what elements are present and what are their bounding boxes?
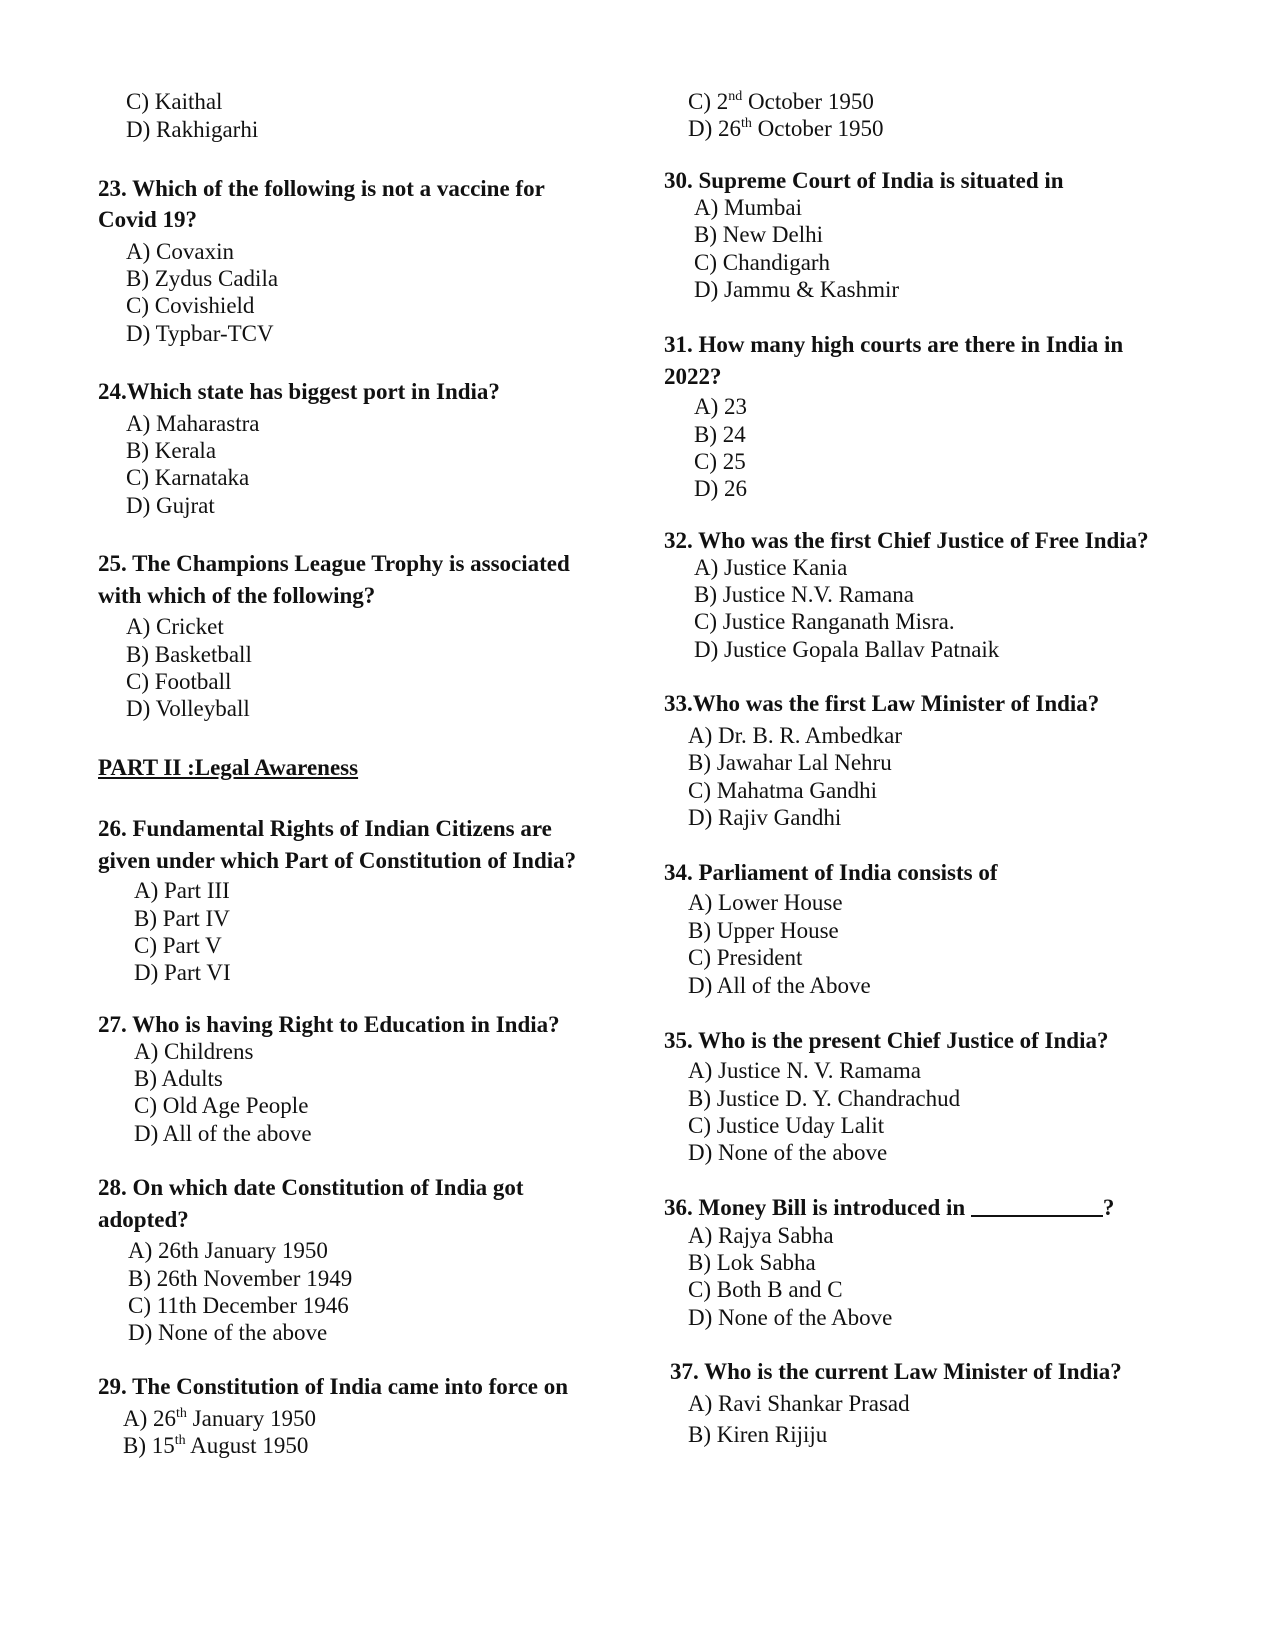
q34-option-a: A) Lower House	[688, 890, 843, 915]
q23-option-d: D) Typbar-TCV	[126, 321, 274, 346]
q31-option-d: D) 26	[694, 476, 748, 501]
q24-text: 24.Which state has biggest port in India?	[98, 379, 500, 404]
q24-option-c: C) Karnataka	[126, 465, 250, 490]
q34-option-b: B) Upper House	[688, 918, 839, 943]
q34-text: 34. Parliament of India consists of	[664, 860, 998, 885]
q26-option-a: A) Part III	[134, 878, 230, 903]
q22-option-c: C) Kaithal	[126, 89, 223, 114]
q29-option-b-sup: th	[174, 1433, 186, 1448]
q31-option-b: B) 24	[694, 422, 746, 447]
q24-option-a: A) Maharastra	[126, 411, 260, 436]
q26-text-line2: given under which Part of Constitution of India?	[98, 848, 577, 873]
q33-text: 33.Who was the first Law Minister of India?	[664, 691, 1100, 716]
q29-option-c-prefix: C) 2	[688, 89, 729, 114]
q23-option-a: A) Covaxin	[126, 239, 234, 264]
section-heading: PART II :Legal Awareness	[98, 755, 359, 780]
q27-text: 27. Who is having Right to Education in India?	[98, 1012, 560, 1037]
q29-option-a	[123, 1405, 316, 1433]
answer-blank	[971, 1195, 1103, 1217]
q27-option-b: B) Adults	[134, 1066, 223, 1091]
q26-option-c: C) Part V	[134, 933, 222, 958]
q25-option-b: B) Basketball	[126, 642, 252, 667]
q36-option-c: C) Both B and C	[688, 1277, 843, 1302]
q35-option-c: C) Justice Uday Lalit	[688, 1113, 885, 1138]
q37-option-b: B) Kiren Rijiju	[688, 1422, 828, 1447]
q35-text: 35. Who is the present Chief Justice of India?	[664, 1028, 1109, 1053]
q25-option-d: D) Volleyball	[126, 696, 250, 721]
q34-option-c: C) President	[688, 945, 803, 970]
q22-option-d: D) Rakhigarhi	[126, 117, 259, 142]
q29-option-b	[123, 1432, 308, 1460]
q28-option-d: D) None of the above	[128, 1320, 328, 1345]
q33-option-b: B) Jawahar Lal Nehru	[688, 750, 892, 775]
q30-option-d: D) Jammu & Kashmir	[694, 277, 900, 302]
q25-text-line1: 25. The Champions League Trophy is associated	[98, 551, 570, 576]
q30-option-a: A) Mumbai	[694, 195, 802, 220]
q35-option-d: D) None of the above	[688, 1140, 888, 1165]
q29-option-c	[688, 88, 874, 116]
q23-text-line2: Covid 19?	[98, 207, 198, 232]
q26-option-d: D) Part VI	[134, 960, 231, 985]
q29-option-d-prefix: D) 26	[688, 116, 742, 141]
q34-option-d: D) All of the Above	[688, 973, 871, 998]
q29-option-d-suffix: October 1950	[751, 116, 884, 141]
q31-text-line1: 31. How many high courts are there in India in	[664, 332, 1124, 357]
q24-option-b: B) Kerala	[126, 438, 217, 463]
q29-option-b-prefix: B) 15	[123, 1433, 175, 1458]
q32-text: 32. Who was the first Chief Justice of Free India?	[664, 528, 1149, 553]
q29-option-c-suffix: October 1950	[742, 89, 874, 114]
q28-text-line1: 28. On which date Constitution of India got	[98, 1175, 524, 1200]
q29-option-c-sup: nd	[728, 89, 743, 104]
q29-option-b-suffix: August 1950	[185, 1433, 309, 1458]
q28-option-b: B) 26th November 1949	[128, 1266, 353, 1291]
q33-option-c: C) Mahatma Gandhi	[688, 778, 878, 803]
q26-text-line1: 26. Fundamental Rights of Indian Citizens are	[98, 816, 552, 841]
q33-option-d: D) Rajiv Gandhi	[688, 805, 842, 830]
q36-option-d: D) None of the Above	[688, 1305, 893, 1330]
q37-text: 37. Who is the current Law Minister of India?	[670, 1359, 1122, 1384]
q31-option-a: A) 23	[694, 394, 748, 419]
q24-option-d: D) Gujrat	[126, 493, 215, 518]
q32-option-d: D) Justice Gopala Ballav Patnaik	[694, 637, 1000, 662]
q29-option-d-sup: th	[741, 116, 752, 131]
q23-option-b: B) Zydus Cadila	[126, 266, 279, 291]
q32-option-c: C) Justice Ranganath Misra.	[694, 609, 955, 634]
q29-option-a-suffix: January 1950	[186, 1406, 316, 1431]
q36-option-b: B) Lok Sabha	[688, 1250, 816, 1275]
q27-option-d: D) All of the above	[134, 1121, 312, 1146]
q25-option-a: A) Cricket	[126, 614, 224, 639]
q32-option-b: B) Justice N.V. Ramana	[694, 582, 914, 607]
q35-option-a: A) Justice N. V. Ramama	[688, 1058, 921, 1083]
q29-option-d	[688, 115, 884, 143]
q27-option-a: A) Childrens	[134, 1039, 254, 1064]
q28-text-line2: adopted?	[98, 1207, 189, 1232]
q25-option-c: C) Football	[126, 669, 232, 694]
q31-text-line2: 2022?	[664, 364, 722, 389]
q35-option-b: B) Justice D. Y. Chandrachud	[688, 1086, 961, 1111]
q30-text: 30. Supreme Court of India is situated in	[664, 168, 1064, 193]
q32-option-a: A) Justice Kania	[694, 555, 848, 580]
q28-option-c: C) 11th December 1946	[128, 1293, 349, 1318]
q36-text	[664, 1192, 1114, 1224]
q23-option-c: C) Covishield	[126, 293, 255, 318]
q29-option-a-sup: th	[176, 1406, 187, 1421]
q25-text-line2: with which of the following?	[98, 583, 376, 608]
q30-option-c: C) Chandigarh	[694, 250, 831, 275]
q28-option-a: A) 26th January 1950	[128, 1238, 328, 1263]
q30-option-b: B) New Delhi	[694, 222, 824, 247]
q29-option-a-prefix: A) 26	[123, 1406, 177, 1431]
q23-text-line1: 23. Which of the following is not a vaccine for	[98, 176, 545, 201]
q26-option-b: B) Part IV	[134, 906, 230, 931]
q33-option-a: A) Dr. B. R. Ambedkar	[688, 723, 903, 748]
q36-text-prefix: 36. Money Bill is introduced in	[664, 1195, 971, 1220]
q37-option-a: A) Ravi Shankar Prasad	[688, 1391, 910, 1416]
q31-option-c: C) 25	[694, 449, 746, 474]
q29-text: 29. The Constitution of India came into force on	[98, 1374, 569, 1399]
q36-option-a: A) Rajya Sabha	[688, 1223, 834, 1248]
q27-option-c: C) Old Age People	[134, 1093, 309, 1118]
q36-text-suffix: ?	[1102, 1195, 1115, 1220]
